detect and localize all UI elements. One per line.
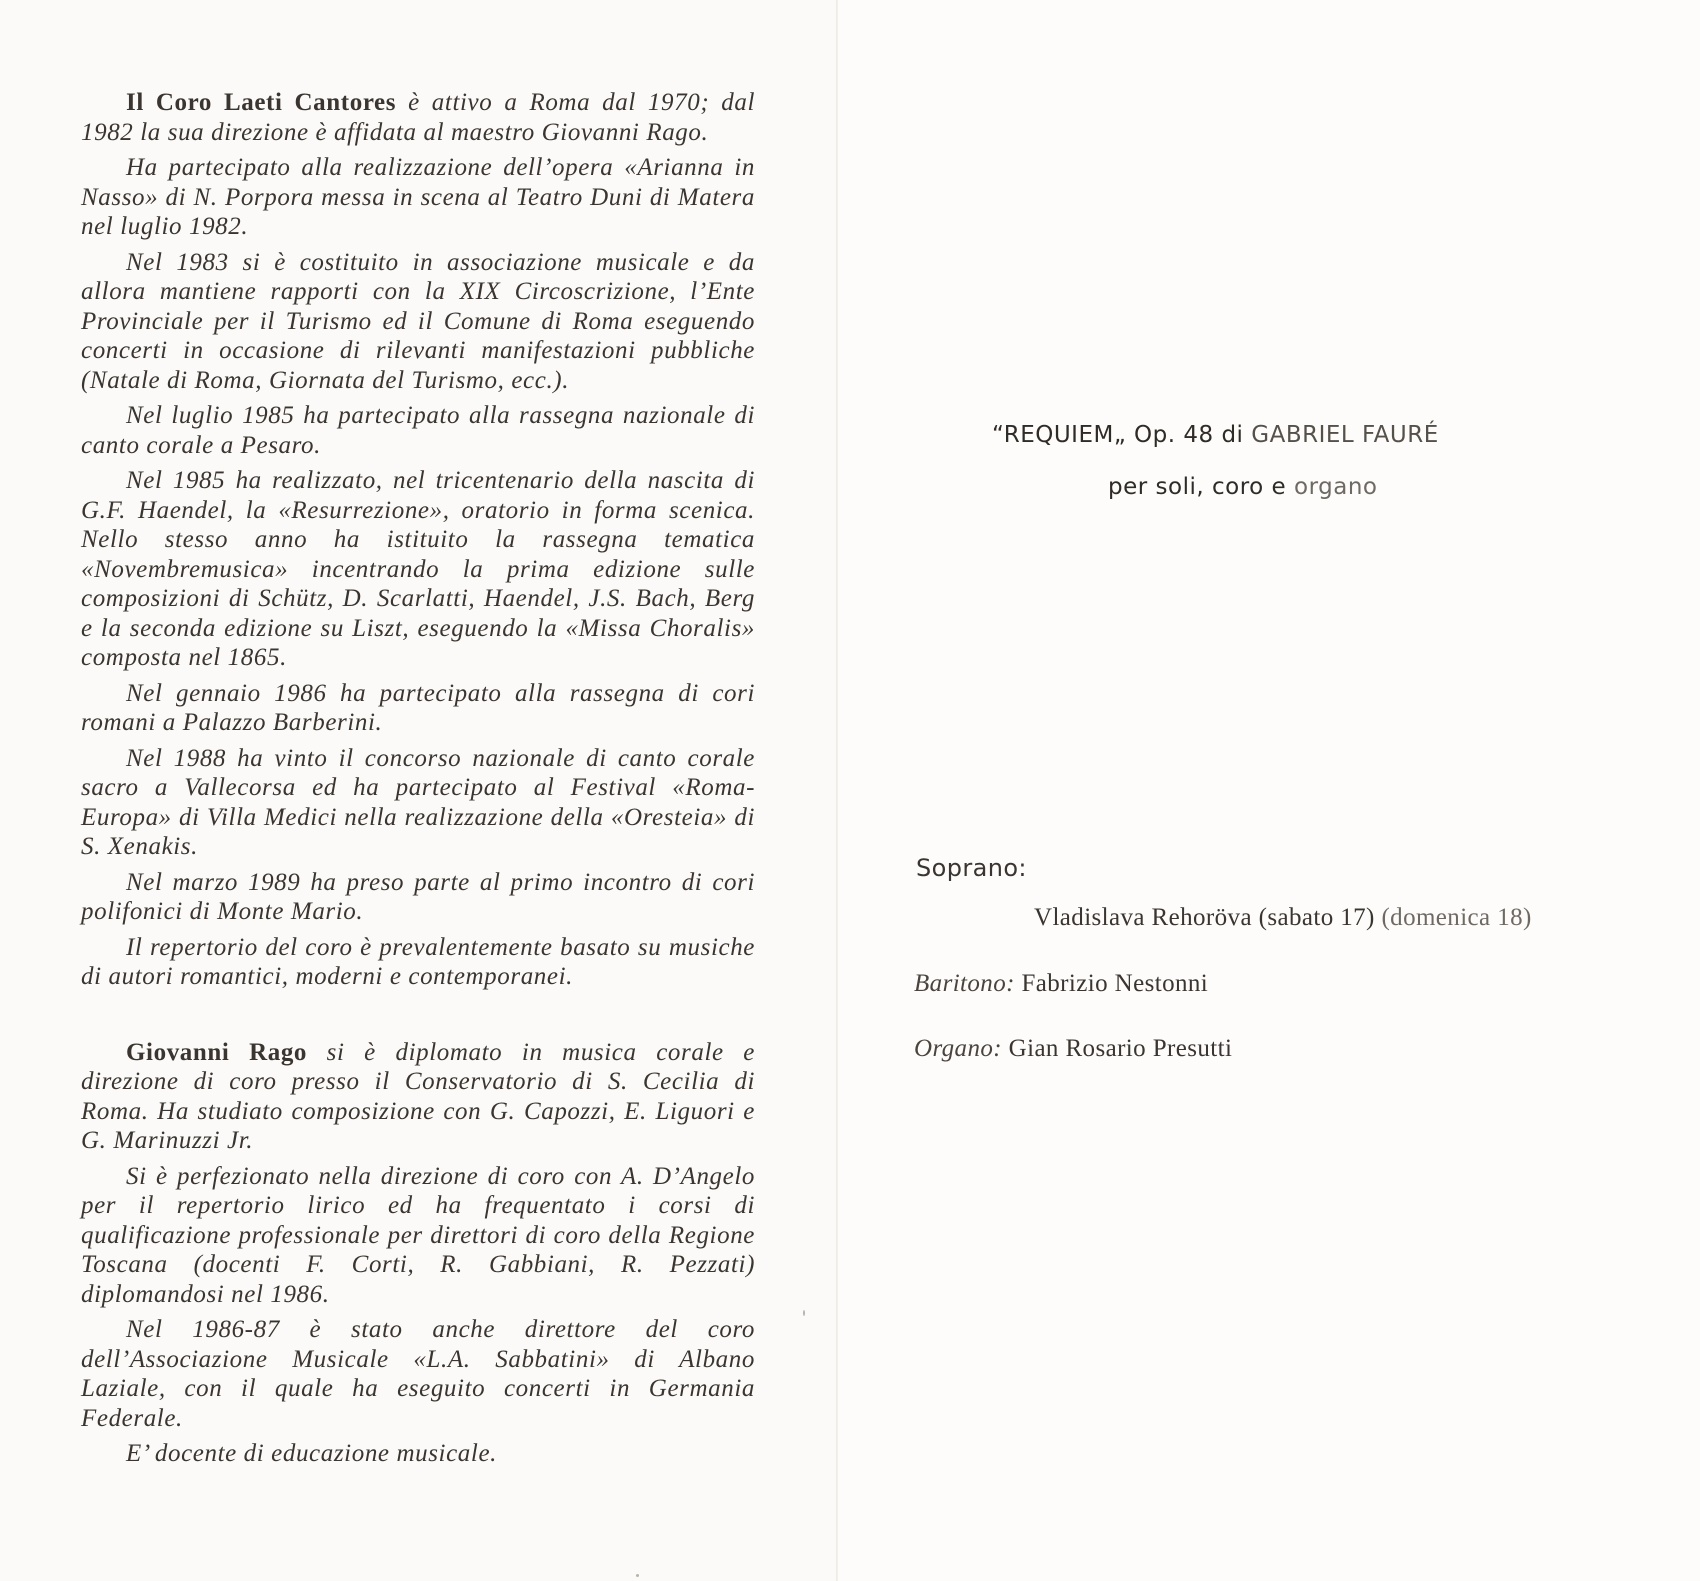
director-section bbox=[81, 1038, 755, 1469]
paragraph bbox=[81, 1162, 755, 1310]
right-page bbox=[838, 0, 1700, 1581]
paragraph bbox=[81, 248, 755, 396]
paragraph bbox=[81, 1439, 755, 1469]
text-column bbox=[81, 88, 755, 1475]
organo-line bbox=[914, 1035, 1232, 1063]
soprano-line bbox=[1034, 904, 1532, 932]
soprano-day-1: (sabato 17) bbox=[1258, 904, 1375, 931]
paragraph bbox=[81, 1315, 755, 1433]
paragraph-text: Il repertorio del coro è prevalentemente basato su musiche di autori romantici, moderni e contemporanei. bbox=[81, 933, 755, 990]
paragraph-text: Nel marzo 1989 ha preso parte al primo incontro di cori polifonici di Monte Mario. bbox=[81, 868, 755, 925]
paragraph bbox=[81, 466, 755, 673]
paragraph-text: è attivo a Roma dal 1970; dal 1982 la sua direzione è affidata al maestro Giovanni Rago. bbox=[81, 89, 755, 146]
organo-role: Organo: bbox=[914, 1035, 1002, 1062]
baritono-name: Fabrizio Nestonni bbox=[1021, 970, 1209, 997]
subtitle-faint: organo bbox=[1294, 474, 1378, 500]
choir-section bbox=[81, 88, 755, 992]
paragraph bbox=[81, 744, 755, 862]
paragraph-text: Ha partecipato alla realizzazione dell’opera «Arianna in Nasso» di N. Porpora messa in scena al Teatro Duni di Matera nel luglio 1982. bbox=[81, 154, 755, 240]
soprano-day-2: (domenica 18) bbox=[1381, 904, 1532, 931]
paragraph-text: Nel luglio 1985 ha partecipato alla rassegna nazionale di canto corale a Pesaro. bbox=[81, 402, 755, 459]
paragraph-text: Si è perfezionato nella direzione di coro con A. D’Angelo per il repertorio lirico ed ha frequentato i corsi di qualificazione professionale per direttori di coro della Regione Toscana (docenti F. Corti, R. Gabbiani, R. Pezzati) diplomandosi nel 1986. bbox=[81, 1162, 755, 1308]
left-page bbox=[0, 0, 838, 1581]
paragraph bbox=[81, 1038, 755, 1156]
paragraph bbox=[81, 88, 755, 147]
paragraph-text: Nel gennaio 1986 ha partecipato alla rassegna di cori romani a Palazzo Barberini. bbox=[81, 679, 755, 736]
paragraph bbox=[81, 933, 755, 992]
paragraph-lead: Il Coro Laeti Cantores bbox=[126, 89, 397, 116]
composer-name: GABRIEL FAURÉ bbox=[1251, 422, 1439, 448]
subtitle-main: per soli, coro e bbox=[1108, 474, 1287, 500]
paragraph bbox=[81, 679, 755, 738]
paragraph-text: Nel 1983 si è costituito in associazione musicale e da allora mantiene rapporti con la XIX Circoscrizione, l’Ente Provinciale per il Turismo ed il Comune di Roma eseguendo concerti in occasione di rilevanti manifestazioni pubbliche (Natale di Roma, Giornata del Turismo, ecc.). bbox=[81, 248, 755, 394]
paragraph-lead: Giovanni Rago bbox=[126, 1038, 308, 1066]
paragraph bbox=[81, 153, 755, 242]
soprano-label: Soprano: bbox=[916, 854, 1027, 882]
paragraph-text: Nel 1985 ha realizzato, nel tricentenario della nascita di G.F. Haendel, la «Resurrezione», oratorio in forma scenica. Nello stesso anno ha istituito la rassegna tematica «Novembremusica» incentrando la prima edizione sulle composizioni di Schütz, D. Scarlatti, Haendel, J.S. Bach, Berg e la seconda edizione su Liszt, eseguendo la «Missa Choralis» composta nel 1865. bbox=[81, 467, 755, 671]
paragraph bbox=[81, 401, 755, 460]
soprano-name: Vladislava Rehoröva bbox=[1034, 904, 1252, 931]
work-title-main: “REQUIEM„ Op. 48 di bbox=[992, 422, 1244, 448]
paragraph-text: si è diplomato in musica corale e direzione di coro presso il Conservatorio di S. Cecilia di Roma. Ha studiato composizione con G. Capozzi, E. Liguori e G. Marinuzzi Jr. bbox=[81, 1038, 756, 1154]
work-subtitle bbox=[1108, 474, 1608, 500]
work-title bbox=[992, 422, 1592, 448]
organo-name: Gian Rosario Presutti bbox=[1008, 1035, 1233, 1062]
baritono-role: Baritono: bbox=[914, 970, 1015, 997]
section-gap bbox=[81, 998, 755, 1038]
paragraph-text: Nel 1988 ha vinto il concorso nazionale di canto corale sacro a Vallecorsa ed ha partecipato al Festival «Roma-Europa» di Villa Medici nella realizzazione della «Oresteia» di S. Xenakis. bbox=[81, 744, 755, 860]
paper-speck bbox=[636, 1574, 639, 1577]
paragraph bbox=[81, 868, 755, 927]
paragraph-text: E’ docente di educazione musicale. bbox=[126, 1440, 497, 1467]
baritono-line bbox=[914, 970, 1208, 998]
paragraph-text: Nel 1986-87 è stato anche direttore del coro dell’Associazione Musicale «L.A. Sabbatini» di Albano Laziale, con il quale ha eseguito concerti in Germania Federale. bbox=[81, 1316, 755, 1432]
paper-speck bbox=[803, 1310, 805, 1316]
